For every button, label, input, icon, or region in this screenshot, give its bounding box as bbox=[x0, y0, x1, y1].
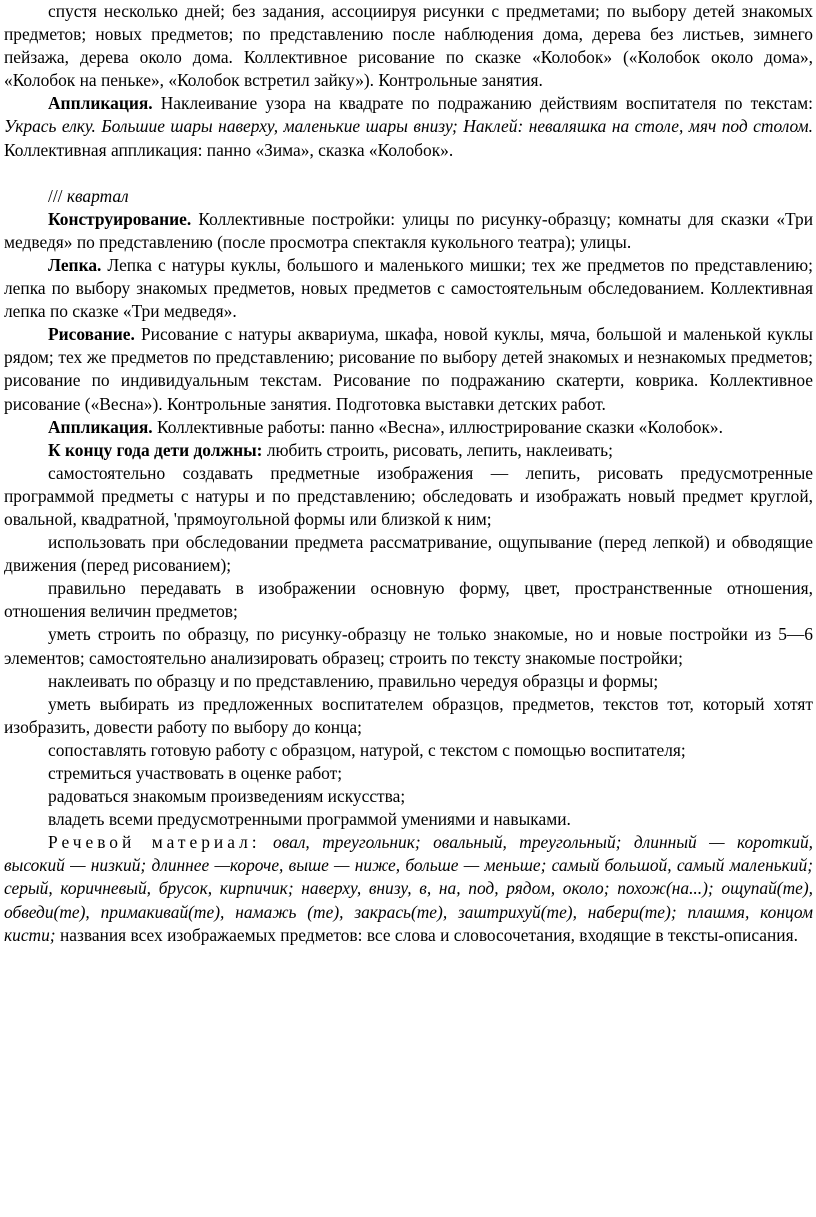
speech-material-text: названия всех изображаемых предметов: все слова и словосочетания, входящие в тексты-описания. bbox=[55, 924, 798, 945]
skill-item: стремиться участвовать в оценке работ; bbox=[48, 763, 343, 783]
year-end-paragraph bbox=[4, 439, 813, 462]
speech-material-italic: овал, треугольник; овальный, треугольный; длинный — короткий, высокий — низкий; длиннее —короче, выше — ниже, больше — меньше; самый большой, самый маленький; серый, коричневый, брусок, кирпичик; наверху, внизу, в, на, под, рядом, около; похож(на...); ощупай(те), обведи(те), примакивай(те), намажь (те), закрась(те), заштрихуй(те), набери(те); плашмя, концом кисти; bbox=[4, 832, 813, 945]
quarter-number: /// bbox=[48, 185, 63, 206]
applique-text-end: Коллективная аппликация: панно «Зима», сказка «Колобок». bbox=[4, 139, 454, 160]
modeling-paragraph bbox=[4, 254, 813, 323]
construction-text: Коллективные постройки: улицы по рисунку-образцу; комнаты для сказки «Три медведя» по представлению (после просмотра спектакля кукольного театра); улицы. bbox=[4, 208, 813, 252]
quarter-heading bbox=[4, 185, 813, 208]
skill-item: уметь выбирать из предложенных воспитателем образцов, предметов, текстов тот, который хотят изобразить, довести работу по выбору до конца; bbox=[4, 693, 813, 737]
year-end-heading: К концу года дети должны: bbox=[48, 439, 263, 460]
modeling-text: Лепка с натуры куклы, большого и маленького мишки; тех же предметов по представлению; лепка по выбору знакомых предметов, новых предметов с самостоятельным обследованием. Коллективная лепка по сказке «Три медведя». bbox=[4, 254, 813, 322]
construction-paragraph bbox=[4, 208, 813, 254]
quarter-label: квартал bbox=[62, 185, 129, 206]
skill-item: самостоятельно создавать предметные изображения — лепить, рисовать предусмотренные программой предметы с натуры и по представлению; обследовать и изображать новый предмет круглой, овальной, квадратной, 'прямоугольной формы или близкой к ним; bbox=[4, 462, 813, 529]
drawing-paragraph bbox=[4, 323, 813, 415]
skill-item: сопоставлять готовую работу с образцом, натурой, с текстом с помощью воспитателя; bbox=[48, 739, 686, 760]
drawing-text: Рисование с натуры аквариума, шкафа, новой куклы, мяча, большой и маленькой куклы рядом; тех же предметов по представлению; рисование по выбору детей знакомых и незнакомых предметов; рисование по индивидуальным текстам. Рисование по подражанию скатерти, коврика. Коллективное рисование («Весна»). Контрольные занятия. Подготовка выставки детских работ. bbox=[4, 324, 813, 414]
speech-material-heading: Речевой материал: bbox=[48, 832, 261, 853]
applique-italic-text: Укрась елку. Большие шары наверху, маленькие шары внизу; Наклей: неваляшка на столе, мяч под столом. bbox=[4, 116, 813, 137]
skill-item: владеть всеми предусмотренными программой умениями и навыками. bbox=[48, 809, 571, 830]
year-end-text: любить строить, рисовать, лепить, наклеивать; bbox=[262, 439, 613, 460]
skill-item: использовать при обследовании предмета рассматривание, ощупывание (перед лепкой) и обводящие движения (перед рисованием); bbox=[4, 532, 813, 576]
skill-item: наклеивать по образцу и по представлению, правильно чередуя образцы и формы; bbox=[48, 670, 659, 691]
applique-paragraph-2 bbox=[4, 416, 813, 439]
blank-line bbox=[4, 162, 813, 185]
skill-item: правильно передавать в изображении основную форму, цвет, пространственные отношения, отношения величин предметов; bbox=[4, 578, 813, 622]
skill-item: радоваться знакомым произведениям искусства; bbox=[48, 786, 406, 807]
skill-item: уметь строить по образцу, по рисунку-образцу не только знакомые, но и новые постройки из 5—6 элементов; самостоятельно анализировать образец; строить по тексту знакомые постройки; bbox=[4, 624, 813, 668]
section-heading-applique-2: Аппликация. bbox=[48, 416, 153, 437]
applique-text: Наклеивание узора на квадрате по подражанию действиям воспитателя по текстам: bbox=[152, 93, 813, 114]
applique-paragraph-1 bbox=[4, 92, 813, 161]
section-heading-drawing: Рисование. bbox=[48, 324, 135, 345]
drawing-paragraph-continued: спустя несколько дней; без задания, ассоциируя рисунки с предметами; по выбору детей знакомых предметов; новых предметов; по представлению после наблюдения дома, дерева без листьев, зимнего пейзажа, дерева около дома. Коллективное рисование по сказке «Колобок» («Колобок около дома», «Колобок на пеньке», «Колобок встретил зайку»). Контрольные занятия. bbox=[4, 1, 813, 91]
section-heading-modeling: Лепка. bbox=[48, 254, 102, 275]
section-heading-construction: Конструирование. bbox=[48, 208, 192, 229]
section-heading-applique: Аппликация. bbox=[48, 93, 153, 114]
applique-2-text: Коллективные работы: панно «Весна», иллюстрирование сказки «Колобок». bbox=[152, 416, 723, 437]
speech-material-paragraph bbox=[4, 831, 813, 946]
